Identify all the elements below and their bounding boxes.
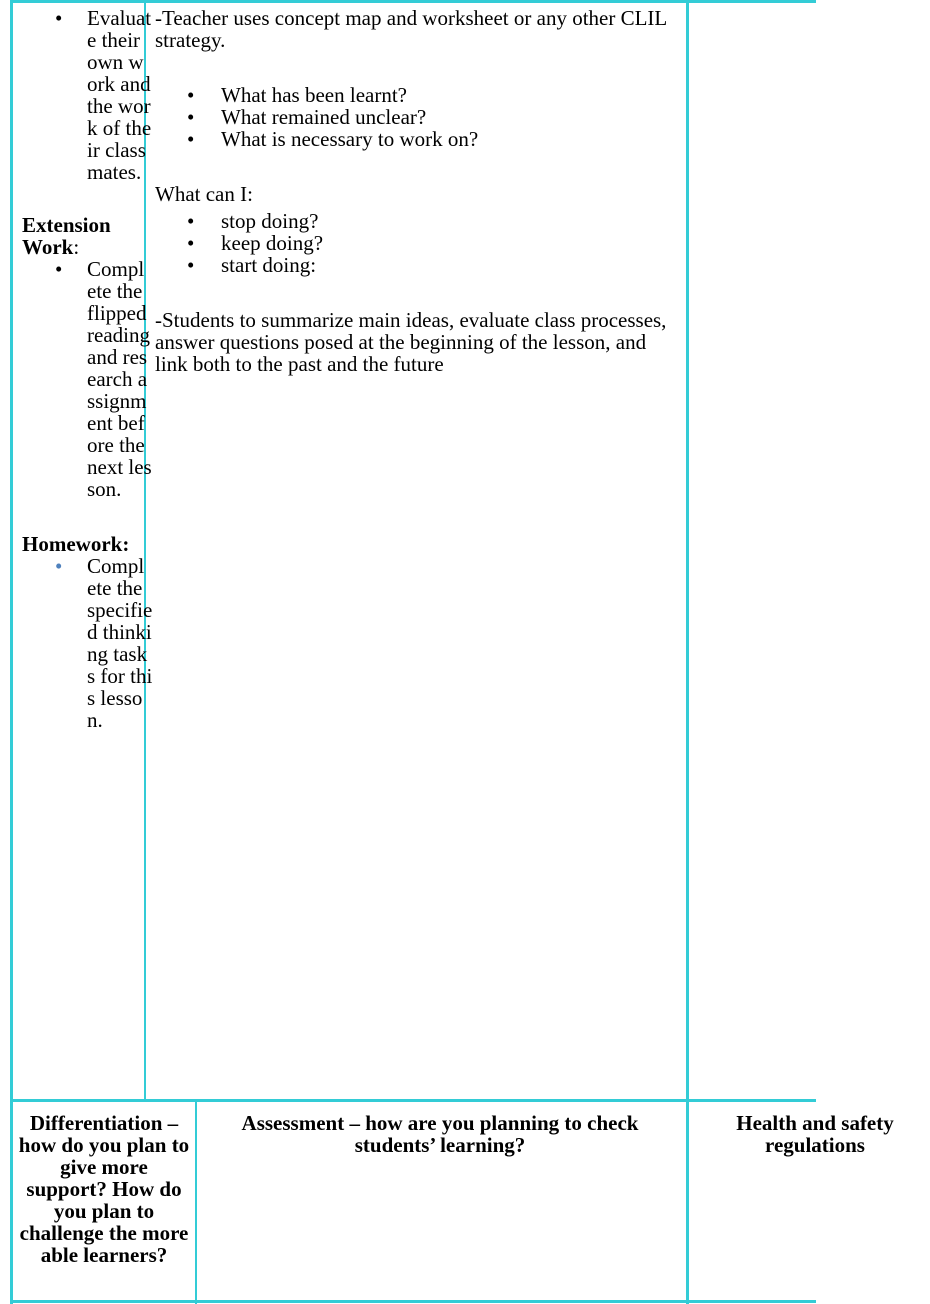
table-border-bottom xyxy=(10,1300,816,1303)
extension-list xyxy=(22,257,152,501)
list-item xyxy=(22,7,153,183)
right-column-cell xyxy=(155,7,680,375)
action-text: stop doing? xyxy=(221,209,319,233)
list-item xyxy=(155,232,680,254)
assessment-header: Assessment – how are you planning to check students’ learning? xyxy=(241,1111,639,1157)
bullet-icon: • xyxy=(55,554,63,578)
bullet-icon: • xyxy=(55,6,63,30)
list-item xyxy=(22,258,153,500)
table-border-top xyxy=(10,0,816,3)
left-column-cell xyxy=(22,6,153,732)
list-item xyxy=(155,254,680,276)
bullet-icon: • xyxy=(187,209,195,233)
extension-colon: : xyxy=(73,235,80,259)
extension-heading xyxy=(22,214,144,258)
what-can-i-heading: What can I: xyxy=(155,182,253,206)
bullet-icon: • xyxy=(187,253,195,277)
bullet-icon: • xyxy=(187,127,195,151)
question-text: What is necessary to work on? xyxy=(221,127,479,151)
question-text: What remained unclear? xyxy=(221,105,427,129)
list-item xyxy=(155,84,680,106)
homework-list xyxy=(22,554,153,732)
students-summary: -Students to summarize main ideas, evaluate class processes, answer questions posed at the beginning of the lesson, and link both to the past and the future xyxy=(155,308,667,376)
bullet-icon: • xyxy=(55,257,63,281)
extension-item-text: Complete the flipped reading and research assignment before the next lesson. xyxy=(87,257,152,501)
evaluate-text: Evaluate their own work and the work of their classmates. xyxy=(87,6,152,184)
health-safety-header: Health and safety regulations xyxy=(736,1111,894,1157)
list-item xyxy=(155,106,680,128)
table-border-left xyxy=(10,0,13,1304)
differentiation-header: Differentiation – how do you plan to give more support? How do you plan to challenge the more able learners? xyxy=(18,1111,190,1267)
homework-item-text: Complete the specified thinking tasks for this lesson. xyxy=(87,554,153,732)
action-text: keep doing? xyxy=(221,231,324,255)
bullet-icon: • xyxy=(187,231,195,255)
list-item xyxy=(155,128,680,150)
teacher-intro: -Teacher uses concept map and worksheet or any other CLIL strategy. xyxy=(155,6,667,52)
column-divider-lower xyxy=(195,1100,197,1304)
bullet-icon: • xyxy=(187,83,195,107)
reflection-questions xyxy=(155,84,680,150)
question-text: What has been learnt? xyxy=(221,83,407,107)
evaluate-list xyxy=(22,6,152,184)
action-text: start doing: xyxy=(221,253,317,277)
extension-heading-text: Extension Work xyxy=(22,213,111,259)
row-divider xyxy=(10,1099,816,1102)
homework-heading: Homework: xyxy=(22,532,130,556)
list-item xyxy=(155,210,680,232)
bullet-icon: • xyxy=(187,105,195,129)
list-item xyxy=(22,555,153,731)
column-divider-right xyxy=(686,0,689,1304)
what-can-i-list xyxy=(155,210,680,276)
